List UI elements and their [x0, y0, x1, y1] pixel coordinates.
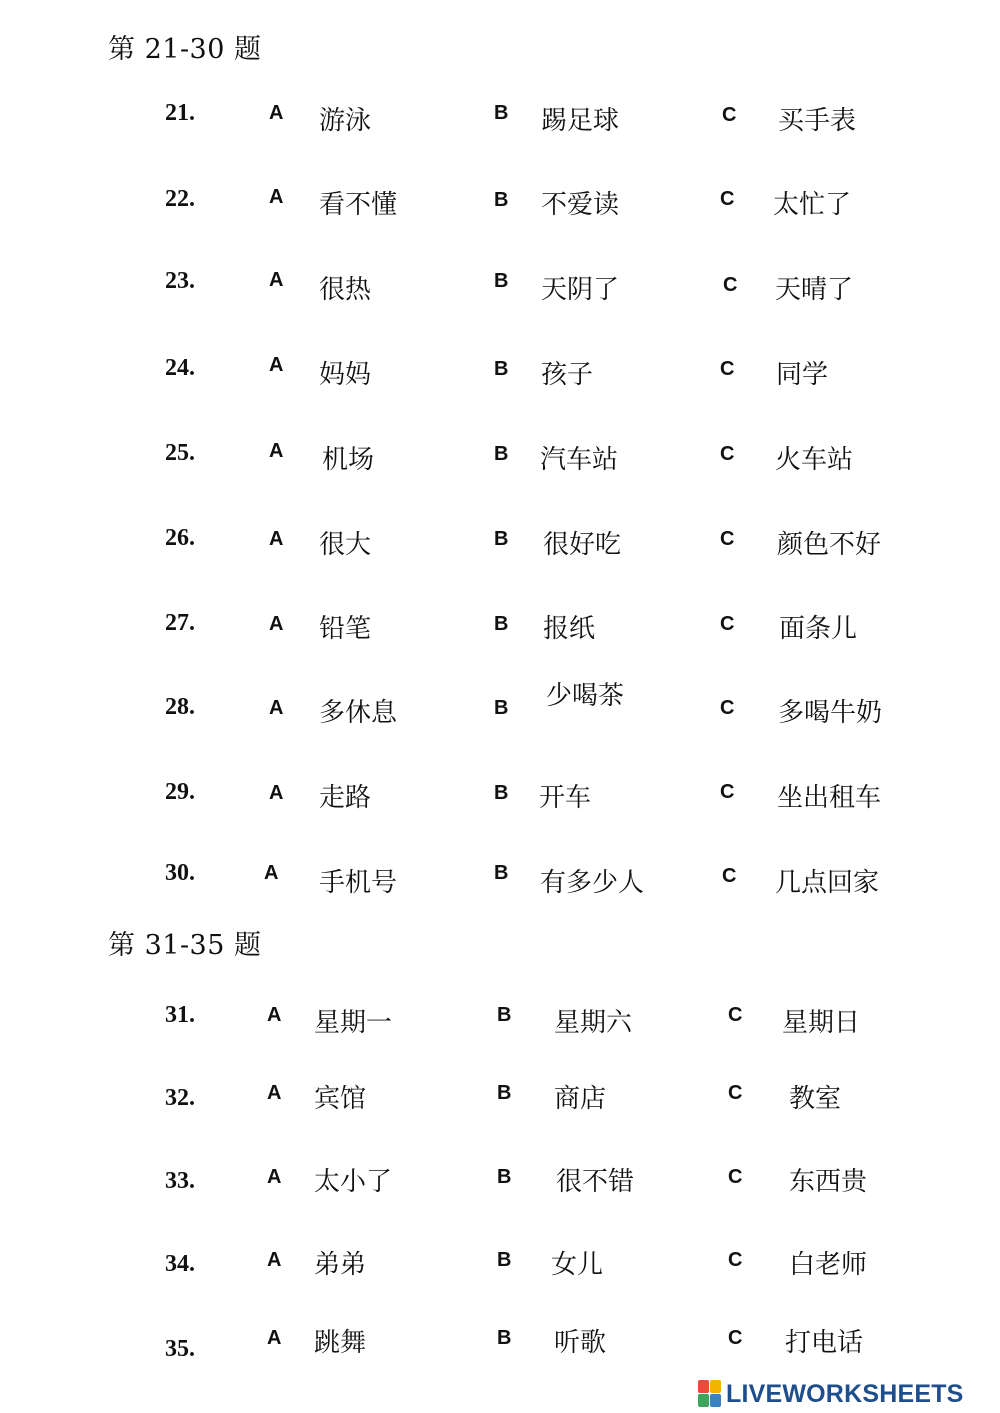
option-c-label: C — [720, 358, 735, 380]
option-b-label: B — [494, 613, 509, 635]
option-a-text: 很大 — [319, 530, 372, 560]
option-a-text: 妈妈 — [319, 360, 372, 390]
question-row-27 — [0, 606, 1000, 656]
option-c-text: 东西贵 — [789, 1167, 868, 1197]
option-c-text: 火车站 — [775, 445, 854, 475]
option-a-label: A — [269, 613, 284, 635]
option-a-text: 看不懂 — [319, 190, 398, 220]
option-a-text: 多休息 — [319, 698, 398, 728]
option-b-label: B — [494, 782, 509, 804]
option-b-text: 天阴了 — [541, 275, 620, 305]
option-a-text: 手机号 — [319, 868, 398, 898]
option-c-label: C — [720, 697, 735, 719]
option-c-label: C — [720, 528, 735, 550]
option-c-label: C — [722, 865, 737, 887]
option-b-text: 汽车站 — [540, 445, 619, 475]
option-b-text: 很好吃 — [543, 530, 622, 560]
option-b-label: B — [497, 1249, 512, 1271]
option-b-text: 商店 — [554, 1084, 607, 1114]
question-number: 28. — [165, 694, 195, 720]
option-c-label: C — [728, 1082, 743, 1104]
option-b-text: 少喝茶 — [546, 681, 625, 711]
option-a-text: 跳舞 — [314, 1328, 367, 1358]
option-b-label: B — [497, 1004, 512, 1026]
question-row-26 — [0, 521, 1000, 571]
option-a-text: 很热 — [319, 275, 372, 305]
option-b-label: B — [494, 697, 509, 719]
question-number: 30. — [165, 860, 195, 886]
question-row-22 — [0, 182, 1000, 232]
option-b-label: B — [494, 189, 509, 211]
option-c-label: C — [728, 1327, 743, 1349]
question-number: 35. — [165, 1336, 195, 1362]
option-a-label: A — [267, 1082, 282, 1104]
option-a-label: A — [269, 528, 284, 550]
option-c-text: 白老师 — [789, 1250, 868, 1280]
option-a-label: A — [269, 440, 284, 462]
option-b-label: B — [497, 1166, 512, 1188]
question-number: 27. — [165, 610, 195, 636]
question-row-32 — [0, 1078, 1000, 1128]
option-c-text: 坐出租车 — [777, 783, 882, 813]
option-b-text: 踢足球 — [541, 106, 620, 136]
option-c-label: C — [728, 1249, 743, 1271]
question-number: 34. — [165, 1251, 195, 1277]
option-a-label: A — [264, 862, 279, 884]
option-a-label: A — [269, 102, 284, 124]
question-row-23 — [0, 266, 1000, 316]
option-b-label: B — [494, 443, 509, 465]
option-a-label: A — [269, 186, 284, 208]
option-b-label: B — [497, 1327, 512, 1349]
option-a-text: 机场 — [322, 445, 375, 475]
option-b-label: B — [497, 1082, 512, 1104]
option-a-label: A — [267, 1249, 282, 1271]
option-b-label: B — [494, 358, 509, 380]
option-a-text: 游泳 — [319, 106, 372, 136]
question-row-28 — [0, 681, 1000, 740]
option-a-label: A — [269, 697, 284, 719]
option-c-text: 买手表 — [778, 106, 857, 136]
option-a-label: A — [269, 782, 284, 804]
option-c-label: C — [720, 443, 735, 465]
option-b-text: 有多少人 — [540, 868, 645, 898]
option-c-text: 面条儿 — [779, 614, 858, 644]
question-row-24 — [0, 351, 1000, 401]
question-number: 31. — [165, 1002, 195, 1028]
question-number: 25. — [165, 440, 195, 466]
option-c-label: C — [728, 1004, 743, 1026]
question-row-29 — [0, 775, 1000, 825]
option-b-text: 孩子 — [541, 360, 594, 390]
option-b-text: 很不错 — [556, 1167, 635, 1197]
question-row-31 — [0, 1000, 1000, 1050]
option-b-text: 报纸 — [543, 614, 596, 644]
option-b-text: 不爱读 — [541, 190, 620, 220]
question-row-30 — [0, 858, 1000, 908]
question-row-35 — [0, 1322, 1000, 1372]
option-b-text: 女儿 — [551, 1250, 604, 1280]
question-row-34 — [0, 1244, 1000, 1294]
option-c-label: C — [720, 613, 735, 635]
option-c-text: 几点回家 — [775, 868, 880, 898]
question-number: 32. — [165, 1085, 195, 1111]
question-number: 22. — [165, 186, 195, 212]
option-b-label: B — [494, 528, 509, 550]
option-c-label: C — [720, 781, 735, 803]
option-a-text: 走路 — [319, 783, 372, 813]
option-a-text: 铅笔 — [319, 614, 372, 644]
question-number: 21. — [165, 100, 195, 126]
option-c-text: 天晴了 — [775, 275, 854, 305]
liveworksheets-brand: LIVEWORKSHEETS — [726, 1379, 964, 1408]
option-c-text: 打电话 — [785, 1328, 864, 1358]
option-b-label: B — [494, 862, 509, 884]
option-b-text: 开车 — [539, 783, 592, 813]
option-c-text: 星期日 — [782, 1008, 861, 1038]
option-c-label: C — [723, 274, 738, 296]
question-number: 23. — [165, 268, 195, 294]
option-a-text: 星期一 — [314, 1008, 393, 1038]
option-a-label: A — [267, 1004, 282, 1026]
section-title-31-35: 第 31-35 题 — [108, 930, 262, 961]
liveworksheets-logo-icon — [698, 1380, 722, 1408]
option-c-text: 同学 — [776, 360, 829, 390]
option-a-label: A — [267, 1166, 282, 1188]
option-b-text: 星期六 — [554, 1008, 633, 1038]
option-b-label: B — [494, 102, 509, 124]
question-row-33 — [0, 1161, 1000, 1211]
option-a-label: A — [269, 354, 284, 376]
option-c-text: 多喝牛奶 — [778, 698, 883, 728]
option-a-label: A — [269, 269, 284, 291]
option-a-text: 宾馆 — [314, 1084, 367, 1114]
option-a-text: 太小了 — [314, 1167, 393, 1197]
question-row-25 — [0, 436, 1000, 486]
question-number: 33. — [165, 1168, 195, 1194]
question-number: 24. — [165, 355, 195, 381]
option-b-text: 听歌 — [554, 1328, 607, 1358]
question-row-21 — [0, 96, 1000, 146]
liveworksheets-footer[interactable] — [698, 1376, 964, 1412]
option-c-text: 教室 — [789, 1084, 842, 1114]
option-b-label: B — [494, 270, 509, 292]
option-c-label: C — [722, 104, 737, 126]
question-number: 29. — [165, 779, 195, 805]
section-title-21-30: 第 21-30 题 — [108, 34, 262, 65]
option-c-text: 太忙了 — [773, 190, 852, 220]
option-c-text: 颜色不好 — [777, 530, 882, 560]
option-c-label: C — [728, 1166, 743, 1188]
option-c-label: C — [720, 188, 735, 210]
question-number: 26. — [165, 525, 195, 551]
option-a-text: 弟弟 — [314, 1250, 367, 1280]
option-a-label: A — [267, 1327, 282, 1349]
